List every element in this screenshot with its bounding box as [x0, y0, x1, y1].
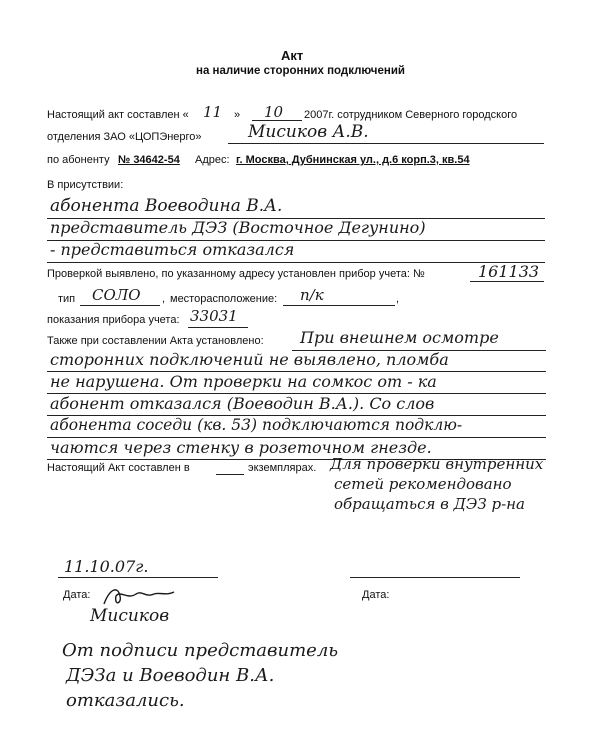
- copies-note-line: сетей рекомендовано: [334, 475, 512, 493]
- location-comma: ,: [396, 293, 400, 305]
- department-label: отделения ЗАО «ЦОПЭнерго»: [47, 131, 202, 143]
- bottom-note-line: ДЭЗа и Воеводин В.А.: [66, 665, 275, 686]
- type-value: СОЛО: [92, 286, 141, 304]
- copies-underline: [216, 474, 244, 475]
- type-underline: [80, 305, 160, 306]
- act-day: 11: [203, 103, 223, 121]
- finding-entry: абонент отказался (Воеводин В.А.). Со слов: [50, 394, 435, 413]
- document-subtitle: на наличие сторонних подключений: [196, 65, 405, 77]
- finding-entry: сторонних подключений не выявлено, пломба: [50, 350, 449, 369]
- intro-suffix: 2007г. сотрудником Северного городского: [304, 109, 518, 121]
- address-value: г. Москва, Дубнинская ул., д.6 корп.3, кв.54: [236, 154, 470, 166]
- quote-close: »: [234, 109, 241, 121]
- date-label-left: Дата:: [63, 589, 91, 601]
- copies-label: Настоящий Акт составлен в: [47, 462, 190, 474]
- employee-underline: [228, 143, 544, 144]
- reading-underline: [188, 327, 248, 328]
- subscriber-label: по абоненту: [47, 154, 110, 166]
- meter-underline: [470, 281, 544, 282]
- presence-entry: - представиться отказался: [50, 240, 295, 259]
- address-label: Адрес:: [195, 154, 230, 166]
- also-established-label: Также при составлении Акта установлено:: [47, 335, 264, 347]
- date-label-right: Дата:: [362, 589, 390, 601]
- reading-value: 33031: [190, 307, 238, 325]
- act-month: 10: [264, 103, 284, 121]
- finding-entry: не нарушена. От проверки на сомкос от - ка: [50, 372, 437, 391]
- copies-note-line: Для проверки внутренних: [330, 455, 544, 473]
- sign-date: 11.10.07г.: [64, 557, 149, 576]
- finding-entry: абонента соседи (кв. 53) подключаются подклю-: [50, 416, 463, 434]
- employee-name: Мисиков А.В.: [248, 122, 369, 142]
- type-label: тип: [58, 293, 76, 305]
- document-title: Акт: [281, 48, 304, 63]
- meter-number: 161133: [478, 262, 540, 281]
- copies-note-line: обращаться в ДЭЗ р-на: [334, 495, 525, 513]
- presence-entry: представитель ДЭЗ (Восточное Дегунино): [50, 218, 426, 237]
- right-sign-underline: [350, 577, 520, 578]
- finding-entry: чаются через стенку в розеточном гнезде.: [50, 438, 432, 457]
- presence-entry: абонента Воеводина В.А.: [50, 196, 283, 216]
- location-prefix: ,: [162, 293, 166, 305]
- location-label: месторасположение:: [170, 293, 278, 305]
- presence-line-3: [47, 262, 545, 263]
- finding-entry: При внешнем осмотре: [300, 328, 499, 347]
- reading-label: показания прибора учета:: [47, 314, 180, 326]
- bottom-note-line: отказались.: [66, 690, 185, 711]
- signer-name: Мисиков: [90, 606, 170, 626]
- intro-prefix: Настоящий акт составлен «: [47, 109, 189, 121]
- meter-label: Проверкой выявлено, по указанному адресу установлен прибор учета: №: [47, 268, 425, 280]
- bottom-note-line: От подписи представитель: [62, 640, 339, 661]
- location-value: п/к: [300, 286, 324, 304]
- left-sign-underline: [58, 577, 218, 578]
- copies-suffix: экземплярах.: [248, 462, 317, 474]
- account-number: № 34642-54: [118, 154, 180, 166]
- presence-label: В присутствии:: [47, 179, 124, 191]
- location-underline: [283, 305, 395, 306]
